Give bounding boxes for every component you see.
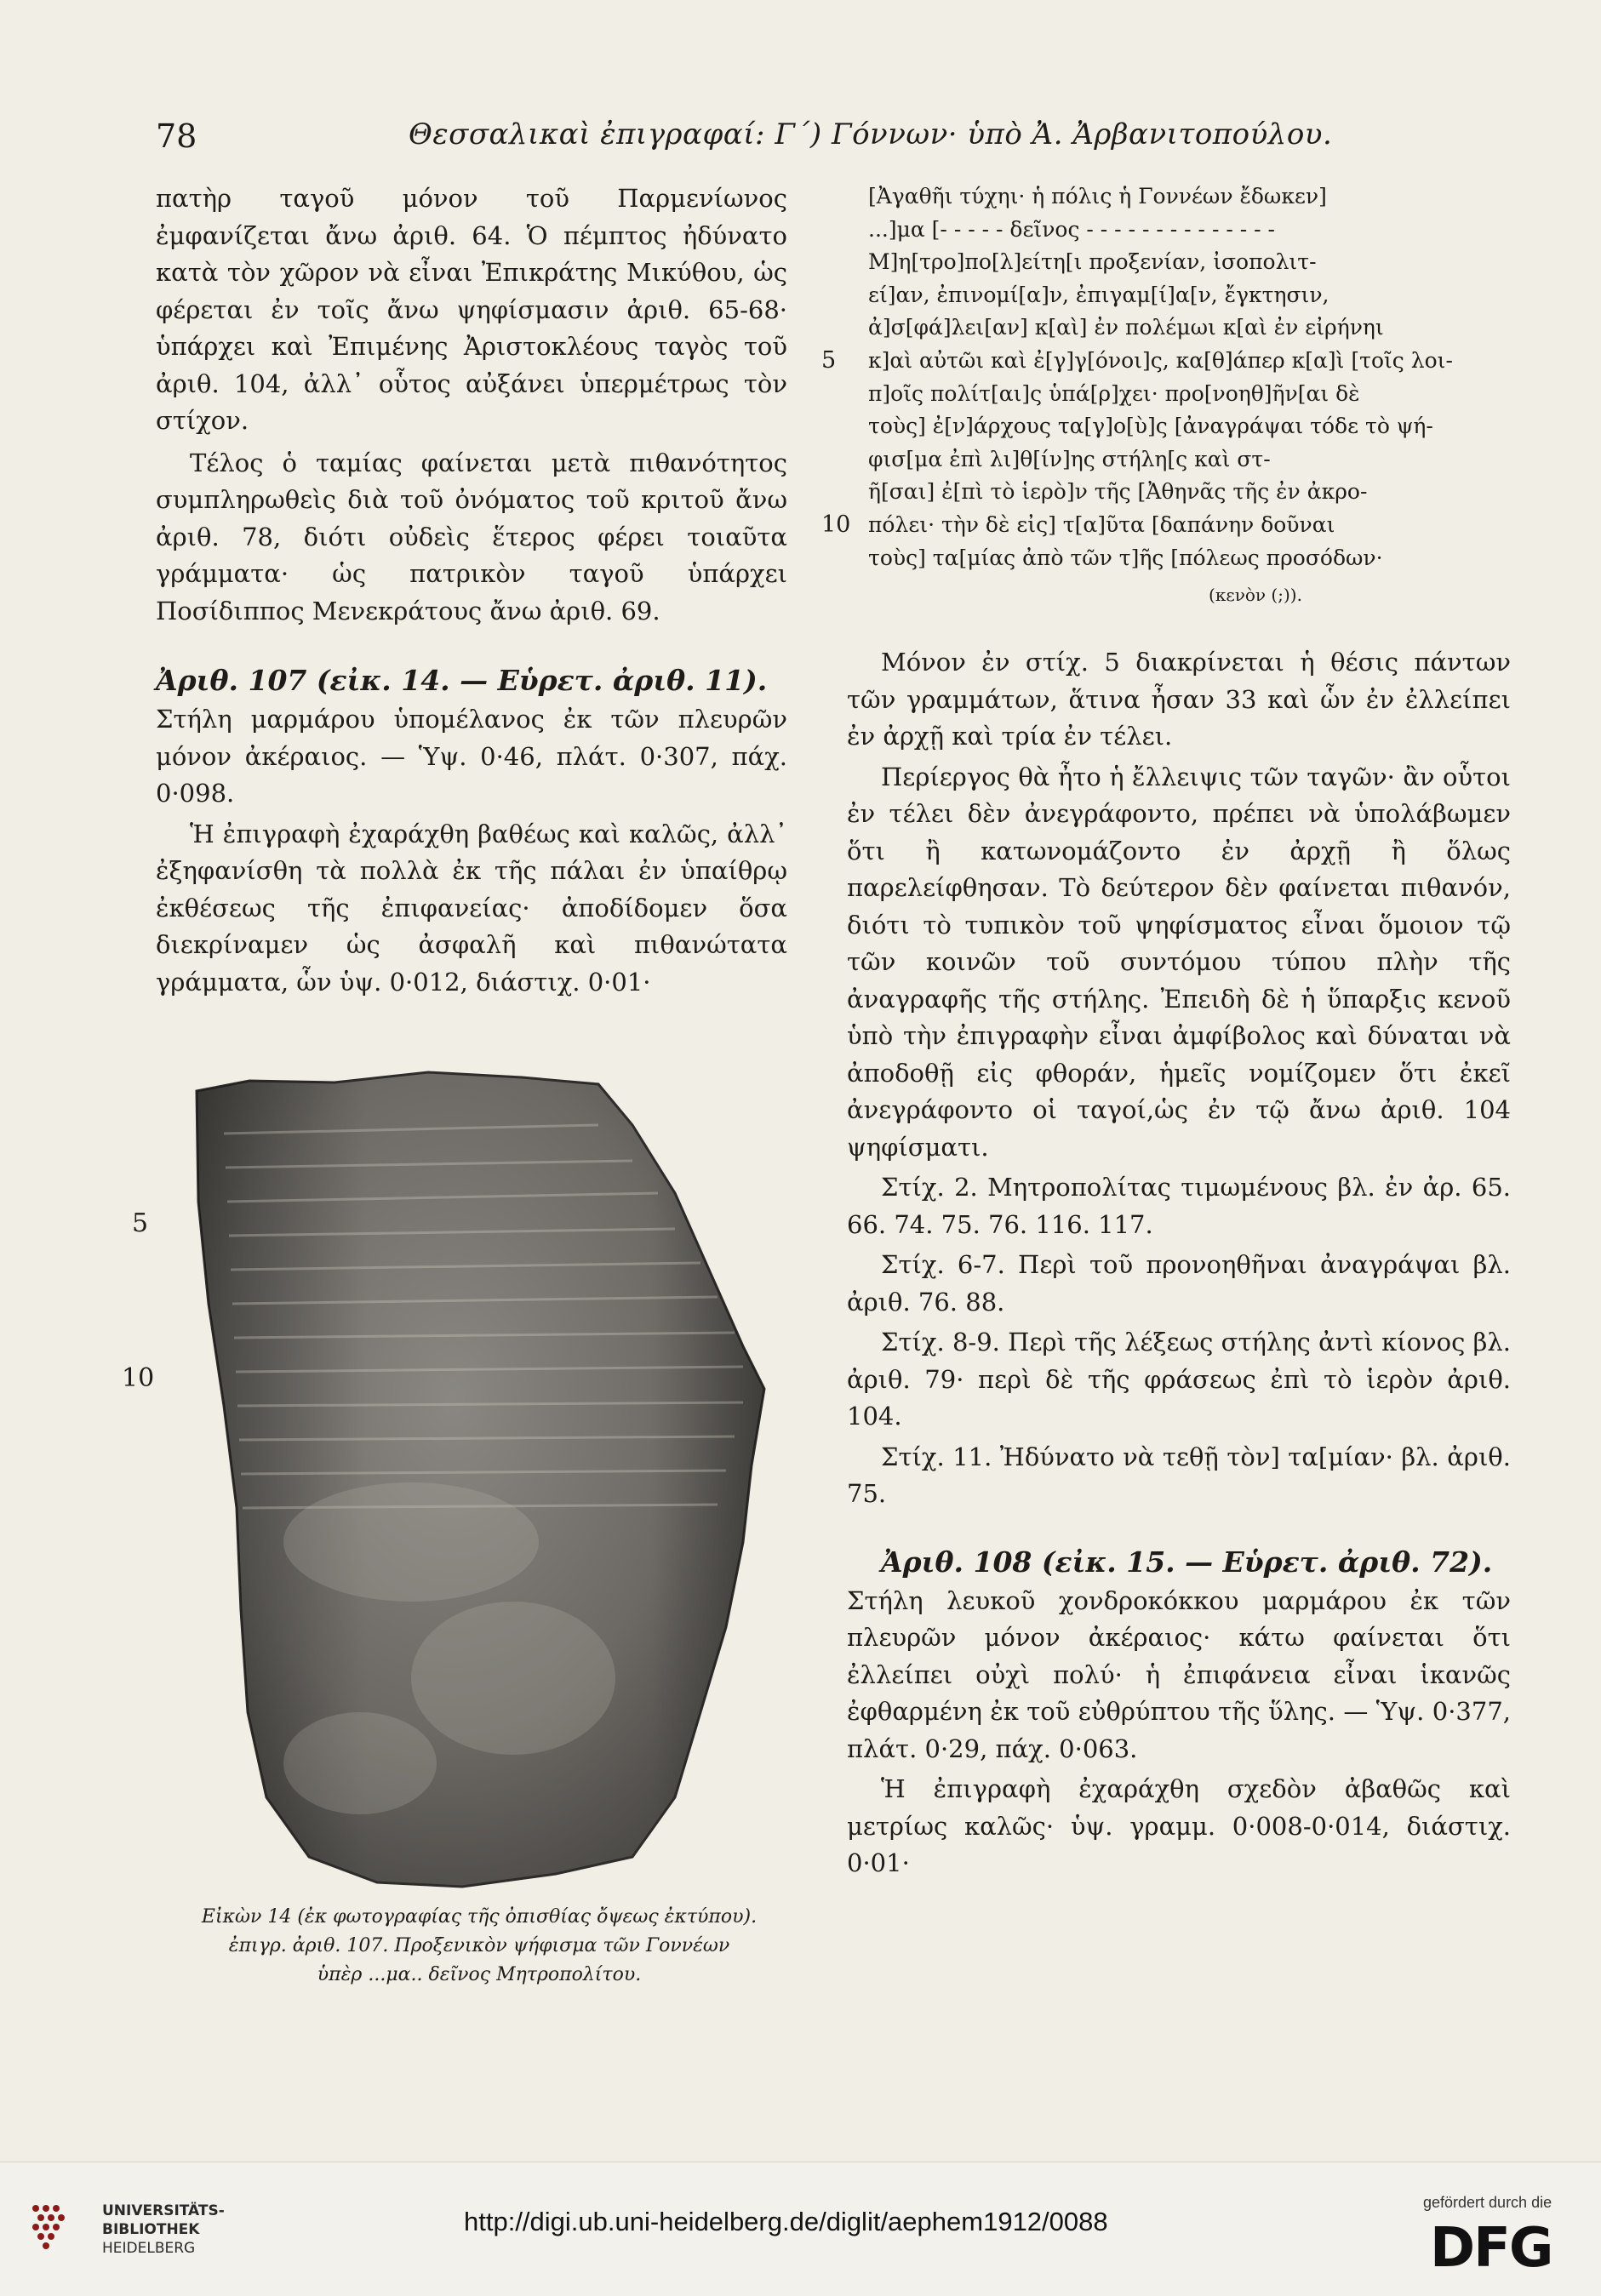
paragraph: Μόνον ἐν στίχ. 5 διακρίνεται ἡ θέσις πάντων τῶν γραμμάτων, ἅτινα ἦσαν 33 καὶ ὧν ἐν ἐλλείπει ἐν ἀρχῇ καὶ τρία ἐν τέλει. (847, 648, 1511, 751)
funded-by-label: gefördert durch die (1423, 2194, 1552, 2211)
inscription-line: 10 πόλει· τὴν δὲ εἰς] τ[α]ῦτα [δαπάνην δοῦναι (821, 511, 1335, 538)
paragraph: Περίεργος θὰ ἦτο ἡ ἔλλειψις τῶν ταγῶν· ἂν οὗτοι ἐν τέλει δὲν ἀνεγράφοντο, πρέπει νὰ ὑπολάβωμεν ὅτι ἢ κατωνομάζοντο ἐν ἀρχῇ ἢ ὅλως παρελείφθησαν. Τὸ δεύτερον δὲν φαίνεται πιθανόν, διότι τὸ τυπικὸν τοῦ ψηφίσματος εἶναι ὅμοιον τῷ τῶν κοινῶν τοῦ συντόμου τύπου πλὴν τῆς ἀναγραφῆς τῆς στήλης. Ἐπειδὴ δὲ ἡ ὕπαρξις κενοῦ ὑπὸ τὴν ἐπιγραφὴν εἶναι ἀμφίβολος καὶ δύναται νὰ ἀποδοθῇ εἰς φθοράν, ἡμεῖς νομίζομεν ὅτι ἐκεῖ ἀνεγράφοντο οἱ ταγοί,ὡς ἐν τῷ ἄνω ἀριθ. 104 ψηφίσματι. (847, 762, 1511, 1162)
running-head (0, 117, 1601, 168)
inscription-line: εί]αν, ἐπινομί[α]ν, ἐπιγαμ[ί]α[ν, ἔγκτησιν, (868, 282, 1329, 307)
inscription-line: 5 κ]αὶ αὐτῶι καὶ ἐ[γ]γ[όνοι]ς, κα[θ]άπερ κ[α]ὶ [τοῖς λοι- (821, 346, 1453, 374)
paragraph: Στίχ. 2. Μητροπολίτας τιμωμένους βλ. ἐν ἀρ. 65. 66. 74. 75. 76. 116. 117. (847, 1173, 1511, 1239)
inscription-text (821, 180, 1511, 574)
inscription-line: [Ἀγαθῆι τύχηι· ἡ πόλις ἡ Γοννέων ἔδωκεν] (868, 184, 1327, 208)
library-name: UNIVERSITÄTS- BIBLIOTHEK HEIDELBERG (102, 2202, 225, 2257)
inscription-line: τοὺς] τα[μίας ἀπὸ τῶν τ]ῆς [πόλεως προσόδων· (868, 545, 1383, 570)
figure-caption (156, 1903, 803, 1990)
caption-line: ἐπιγρ. ἀριθ. 107. Προξενικὸν ψήφισμα τῶν Γοννέων (228, 1935, 730, 1956)
university-library-logo (27, 2200, 232, 2276)
inscription-line: φισ[μα ἐπὶ λι]θ[ίν]ης στήλη[ς καὶ στ- (868, 446, 1271, 471)
paragraph: Στίχ. 11. Ἠδύνατο νὰ τεθῇ τὸν] τα[μίαν· βλ. ἀριθ. 75. (847, 1442, 1511, 1509)
stone-line-mark-10: 10 (122, 1363, 155, 1393)
entry-heading-108: Ἀριθ. 108 (εἰκ. 15. — Εὑρετ. ἀριθ. 72). (881, 1545, 1493, 1579)
permalink-url[interactable]: http://digi.ub.uni-heidelberg.de/diglit/aephem1912/0088 (464, 2207, 1108, 2236)
inscription-line: π]οῖς πολίτ[αι]ς ὑπά[ρ]χει· προ[νοηθ]ῆν[αι δὲ (868, 380, 1360, 406)
paragraph: πατὴρ ταγοῦ μόνον τοῦ Παρμενίωνος ἐμφανίζεται ἄνω ἀριθ. 64. Ὁ πέμπτος ἠδύνατο κατὰ τὸν χῶρον νὰ εἶναι Ἐπικράτης Μικύθου, ὡς φέρεται ἐν τοῖς ἄνω ψηφίσμασιν ἀριθ. 65-68· ὑπάρχει καὶ Ἐπιμένης Ἀριστοκλέους ταγὸς τοῦ ἀριθ. 104, ἀλλ᾽ οὗτος αὐξάνει ὑπερμέτρως τὸν στίχον. (156, 184, 787, 435)
kenon-note: (κενὸν (;)). (1209, 585, 1302, 606)
paragraph: Ἡ ἐπιγραφὴ ἐχαράχθη βαθέως καὶ καλῶς, ἀλλ᾽ ἐξηφανίσθη τὰ πολλὰ ἐκ τῆς πάλαι ἐν ὑπαίθρῳ ἐκθέσεως τῆς ἐπιφανείας· ἀποδίδομεν ὅσα διεκρίναμεν ὡς ἀσφαλῆ καὶ πιθανώτατα γράμματα, ὧν ὑψ. 0·012, διάστιχ. 0·01· (156, 819, 787, 997)
running-title: Θεσσαλικαὶ ἐπιγραφαί: Γ´) Γόννων· ὑπὸ Ἀ. Ἀρβανιτοπούλου. (409, 117, 1333, 151)
inscription-line: ...]μα [- - - - - δεῖνος - - - - - - - - - - - - - - (868, 216, 1275, 242)
left-column (156, 180, 787, 1001)
inscription-line: ῆ[σαι] ἐ[πὶ τὸ ἱερὸ]ν τῆς [Ἀθηνᾶς τῆς ἐν ἀκρο- (868, 479, 1368, 505)
page-number: 78 (156, 117, 197, 155)
library-emblem-icon (27, 2200, 87, 2259)
inscription-line: Μ]η[τρο]πο[λ]είτη[ι προξενίαν, ἰσοπολιτ- (868, 249, 1317, 275)
paragraph: Ἡ ἐπιγραφὴ ἐχαράχθη σχεδὸν ἀβαθῶς καὶ μετρίως καλῶς· ὑψ. γραμμ. 0·008-0·014, διάστιχ. 0·01· (847, 1774, 1511, 1878)
caption-line: Εἰκὼν 14 (ἐκ φωτογραφίας τῆς ὀπισθίας ὄψεως ἐκτύπου). (201, 1906, 758, 1928)
right-column (821, 180, 1511, 1882)
figure-14-stone-photo (122, 1065, 803, 1916)
digitization-footer (0, 2162, 1601, 2296)
paragraph: Στήλη λευκοῦ χονδροκόκκου μαρμάρου ἐκ τῶν πλευρῶν μόνον ἀκέραιος· κάτω φαίνεται ὅτι ἐλλείπει οὐχὶ πολύ· ἡ ἐπιφάνεια εἶναι ἱκανῶς ἐφθαρμένη ἐκ τοῦ εὐθρύπτου τῆς ὕλης. — Ὑψ. 0·377, πλάτ. 0·29, πάχ. 0·063. (847, 1585, 1511, 1763)
paragraph: Στήλη μαρμάρου ὑπομέλανος ἐκ τῶν πλευρῶν μόνον ἀκέραιος. — Ὑψ. 0·46, πλάτ. 0·307, πάχ. 0·098. (156, 705, 787, 808)
caption-line: ὑπὲρ ...μα.. δεῖνος Μητροπολίτου. (317, 1964, 642, 1985)
entry-heading-107: Ἀριθ. 107 (εἰκ. 14. — Εὑρετ. ἀριθ. 11). (156, 664, 768, 697)
inscription-line: ἀ]σ[φά]λει[αν] κ[αὶ] ἐν πολέμωι κ[αὶ ἐν εἰρήνηι (868, 315, 1384, 340)
paragraph: Στίχ. 6-7. Περὶ τοῦ προνοηθῆναι ἀναγράψαι βλ. ἀριθ. 76. 88. (847, 1250, 1511, 1316)
dfg-logo: DFG (1430, 2217, 1552, 2280)
inscribed-stone-image (156, 1065, 803, 1908)
inscription-line: τοὺς] ἐ[ν]άρχους τα[γ]ο[ὺ]ς [ἀναγράψαι τόδε τὸ ψή- (868, 414, 1433, 439)
paragraph: Τέλος ὁ ταμίας φαίνεται μετὰ πιθανότητος συμπληρωθεὶς διὰ τοῦ ὀνόματος τοῦ κριτοῦ ἄνω ἀριθ. 78, διότι οὐδεὶς ἕτερος φέρει τοιαῦτα γράμματα· ὡς πατρικὸν ταγοῦ ὑπάρχει Ποσίδιππος Μενεκράτους ἄνω ἀριθ. 69. (156, 448, 787, 625)
stone-line-mark-5: 5 (132, 1208, 149, 1238)
paragraph: Στίχ. 8-9. Περὶ τῆς λέξεως στήλης ἀντὶ κίονος βλ. ἀριθ. 79· περὶ δὲ τῆς φράσεως ἐπὶ τὸ ἱερὸν ἀριθ. 104. (847, 1328, 1511, 1431)
